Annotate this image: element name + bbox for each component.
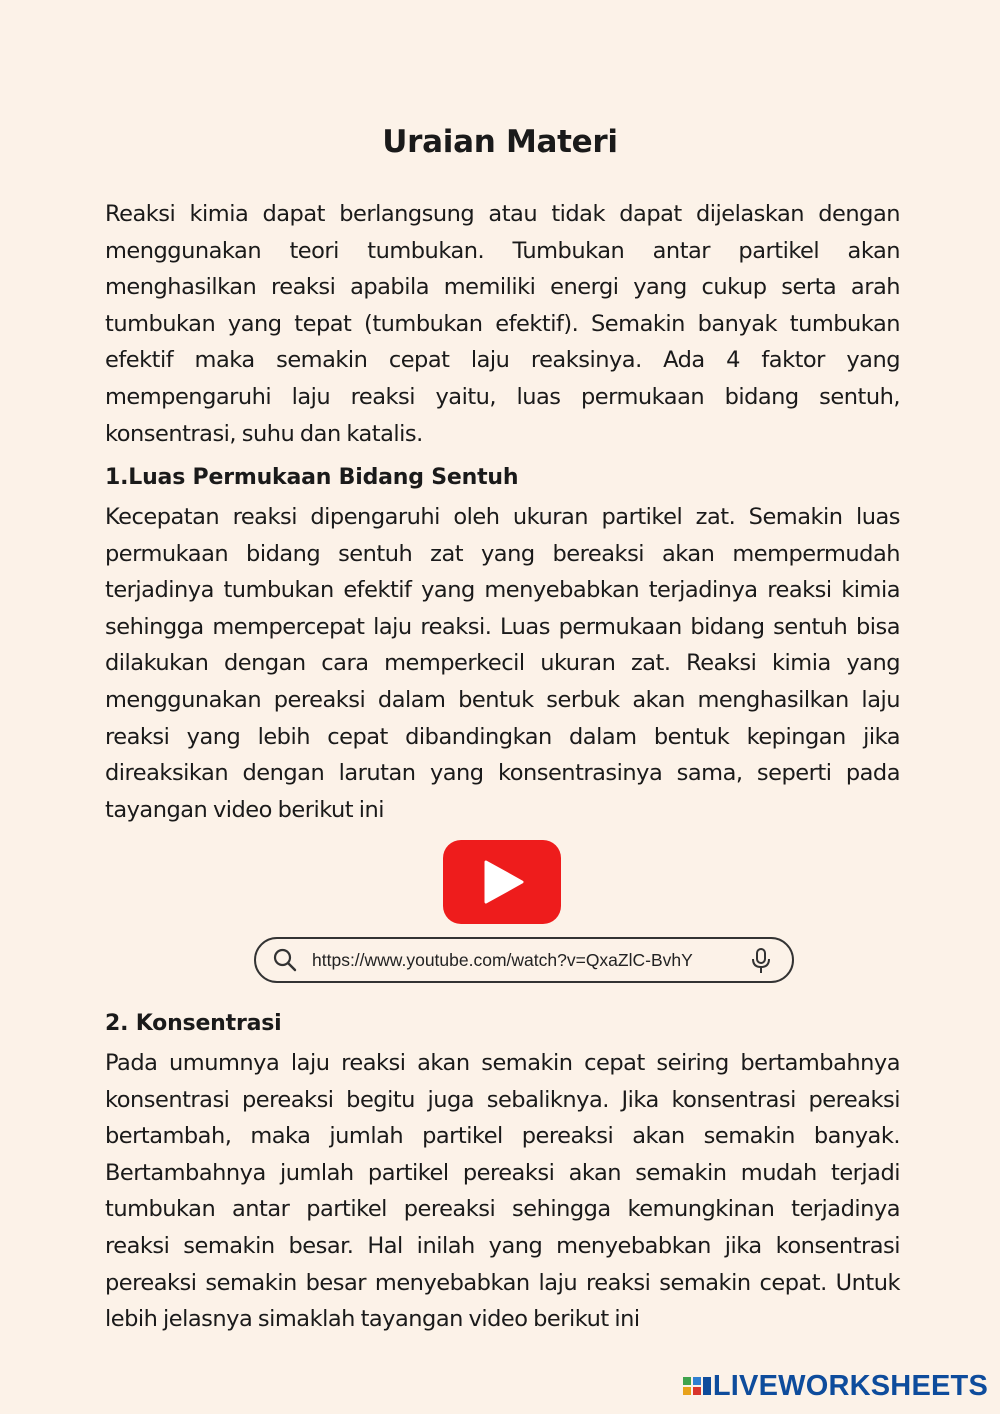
- video-url[interactable]: https://www.youtube.com/watch?v=QxaZlC-BvhY: [312, 949, 693, 970]
- section-1-body: Kecepatan reaksi dipengaruhi oleh ukuran partikel zat. Semakin luas permukaan bidang sentuh zat yang bereaksi akan mempermudah terjadinya tumbukan efektif yang menyebabkan terjadinya reaksi kimia sehingga mempercepat laju reaksi. Luas permukaan bidang sentuh bisa dilakukan dengan cara memperkecil ukuran zat. Reaksi kimia yang menggunakan pereaksi dalam bentuk serbuk akan menghasilkan laju reaksi yang lebih cepat dibandingkan dalam bentuk kepingan jika direaksikan dengan larutan yang konsentrasinya sama, seperti pada tayangan video berikut ini: [105, 504, 900, 823]
- intro-paragraph: Reaksi kimia dapat berlangsung atau tidak dapat dijelaskan dengan menggunakan teori tumbukan. Tumbukan antar partikel akan menghasilkan reaksi apabila memiliki energi yang cukup serta arah tumbukan yang tepat (tumbukan efektif). Semakin banyak tumbukan efektif maka semakin cepat laju reaksinya. Ada 4 faktor yang mempengaruhi laju reaksi yaitu, luas permukaan bidang sentuh, konsentrasi, suhu dan katalis.: [105, 201, 900, 447]
- video-url-search-bar[interactable]: [254, 937, 794, 983]
- brand-name: LIVEWORKSHEETS: [712, 1370, 988, 1402]
- liveworksheets-logo-icon: [683, 1373, 711, 1401]
- search-icon: [272, 947, 298, 973]
- youtube-play-icon[interactable]: [443, 840, 561, 924]
- play-triangle-icon: [478, 858, 526, 906]
- section-2-heading: 2. Konsentrasi: [105, 1011, 282, 1036]
- section-2-body: Pada umumnya laju reaksi akan semakin cepat seiring bertambahnya konsentrasi pereaksi begitu juga sebaliknya. Jika konsentrasi pereaksi bertambah, maka jumlah partikel pereaksi akan semakin banyak. Bertambahnya jumlah partikel pereaksi akan semakin mudah terjadi tumbukan antar partikel pereaksi sehingga kemungkinan terjadinya reaksi semakin besar. Hal inilah yang menyebabkan jika konsentrasi pereaksi semakin besar menyebabkan laju reaksi semakin cepat. Untuk lebih jelasnya simaklah tayangan video berikut ini: [105, 1050, 900, 1333]
- microphone-icon[interactable]: [750, 948, 772, 974]
- page-title: Uraian Materi: [382, 124, 618, 160]
- section-1-heading: 1.Luas Permukaan Bidang Sentuh: [105, 465, 519, 490]
- liveworksheets-brand: [683, 1370, 988, 1403]
